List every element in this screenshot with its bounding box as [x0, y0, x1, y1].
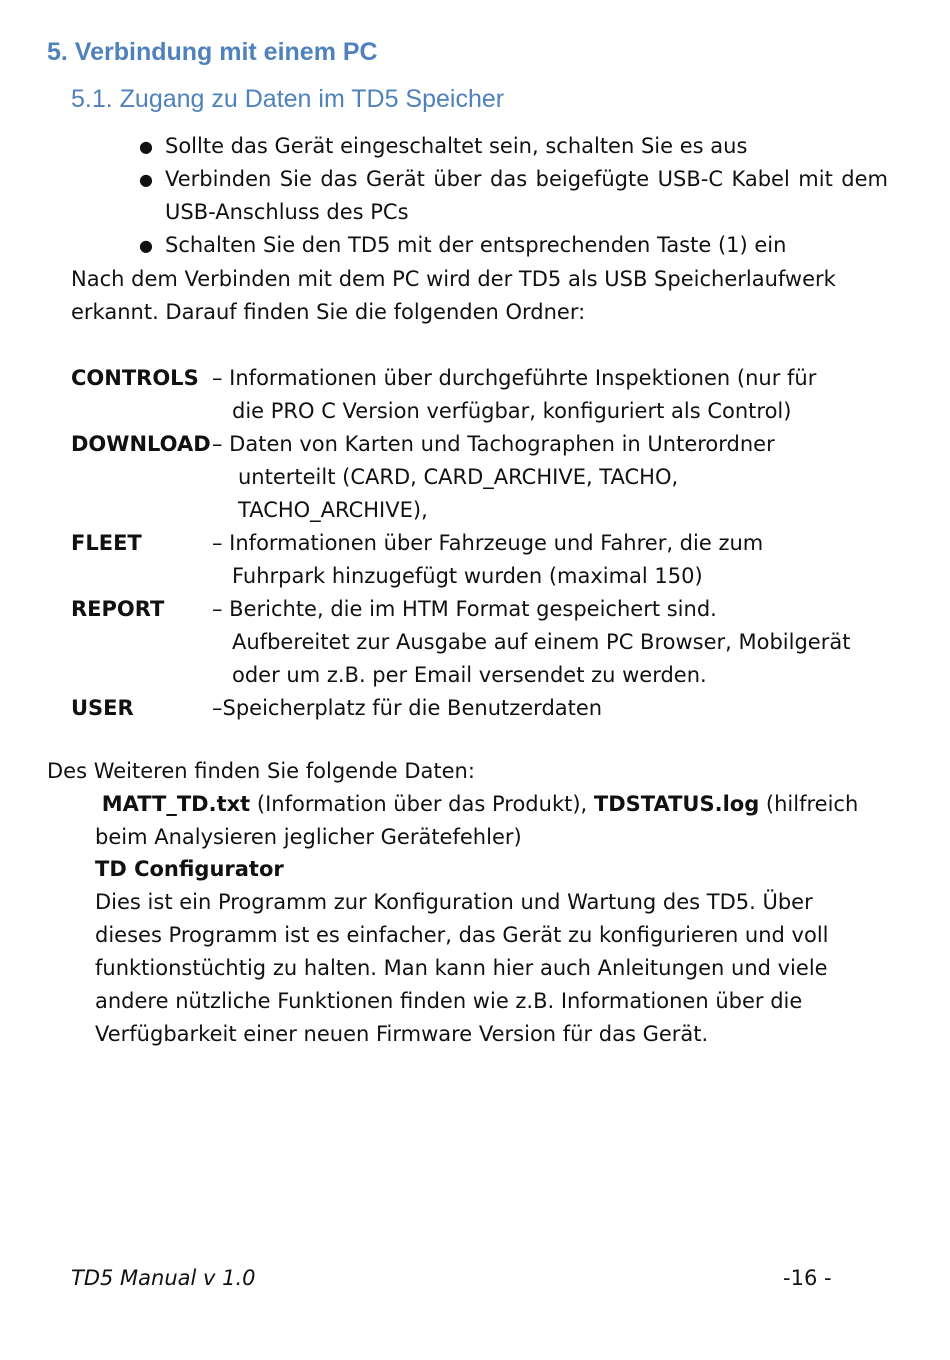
steps-list: [135, 130, 888, 262]
folder-description: – Informationen über durchgeführte Inspektionen (nur für die PRO C Version verfügbar, konfiguriert als Control): [212, 366, 817, 423]
page-number: -16 -: [783, 1266, 832, 1290]
files-paragraph: MATT_TD.txt (Information über das Produkt), TDSTATUS.log (hilfreich beim Analysieren jeglicher Gerätefehler): [95, 792, 859, 849]
footer-manual-version: TD5 Manual v 1.0: [71, 1266, 256, 1290]
bullet-icon: ●: [139, 170, 153, 189]
folder-list: [71, 362, 891, 725]
folder-fleet: [71, 527, 891, 593]
file-name: TDSTATUS.log: [593, 792, 760, 816]
folder-name: DOWNLOAD: [71, 432, 211, 456]
bullet-icon: ●: [139, 236, 153, 255]
list-item: ● Sollte das Gerät eingeschaltet sein, schalten Sie es aus: [135, 130, 888, 163]
folder-name: CONTROLS: [71, 366, 199, 390]
folder-description: –Speicherplatz für die Benutzerdaten: [212, 696, 603, 720]
configurator-title: TD Configurator: [95, 857, 284, 881]
folder-name: REPORT: [71, 597, 165, 621]
list-item: ● Schalten Sie den TD5 mit der entsprechenden Taste (1) ein: [135, 229, 888, 262]
file-name: MATT_TD.txt: [101, 792, 251, 816]
bullet-icon: ●: [139, 137, 153, 156]
folder-description: – Daten von Karten und Tachographen in Unterordner unterteilt (CARD, CARD_ARCHIVE, TACHO, TACHO_ARCHIVE),: [212, 432, 775, 522]
list-item: ● Verbinden Sie das Gerät über das beigefügte USB-C Kabel mit dem USB-Anschluss des PCs: [135, 163, 888, 229]
folder-name: USER: [71, 696, 134, 720]
folder-controls: [71, 362, 891, 428]
folder-description: – Berichte, die im HTM Format gespeichert sind. Aufbereitet zur Ausgabe auf einem PC Browser, Mobilgerät oder um z.B. per Email versendet zu werden.: [212, 597, 851, 687]
more-data-intro: Des Weiteren finden Sie folgende Daten:: [47, 759, 475, 783]
configurator-description: Dies ist ein Programm zur Konfiguration und Wartung des TD5. Über dieses Programm ist es einfacher, das Gerät zu konfigurieren und voll funktionstüchtig zu halten. Man kann hier auch Anleitungen und viele andere nützliche Funktionen finden wie z.B. Informationen über die Verfügbarkeit einer neuen Firmware Version für das Gerät.: [95, 890, 829, 1046]
folder-report: [71, 593, 891, 692]
intro-paragraph: Nach dem Verbinden mit dem PC wird der TD5 als USB Speicherlaufwerk erkannt. Darauf finden Sie die folgenden Ordner:: [71, 267, 836, 324]
folder-user: [71, 692, 891, 725]
folder-name: FLEET: [71, 531, 142, 555]
folder-description: – Informationen über Fahrzeuge und Fahrer, die zum Fuhrpark hinzugefügt wurden (maximal 150): [212, 531, 764, 588]
subsection-heading: 5.1. Zugang zu Daten im TD5 Speicher: [71, 85, 505, 113]
folder-download: [71, 428, 891, 527]
section-heading: 5. Verbindung mit einem PC: [47, 38, 378, 66]
